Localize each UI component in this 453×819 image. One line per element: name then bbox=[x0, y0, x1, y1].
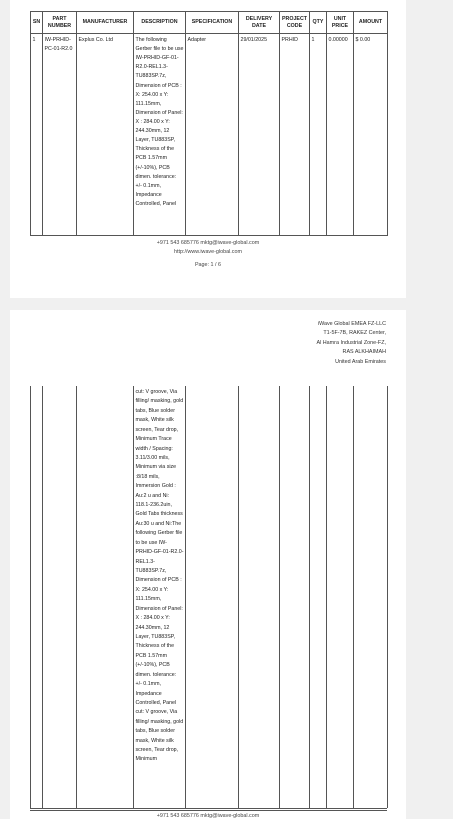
footer-contact: +971 543 685776 mktg@iwave-global.com bbox=[156, 240, 260, 246]
cell-sn: 1 bbox=[31, 34, 43, 236]
header-project-code: PROJECT CODE bbox=[280, 12, 310, 34]
cell-description: The following Gerber file to be use IW-PRHID-GF-01-R2.0-REL1.3-TU883SP.7z, Dimension of PCB : X: 254.00 x Y: 111.15mm, Dimension of Panel: X : 284.00 x Y: 244.30mm, 12 Layer, TU883SP, Thickness of the PCB 1.57mm (+/-10%), PCB dimen. tolerance: +/- 0.1mm, Impedance Controlled, Panel bbox=[134, 34, 186, 236]
header-amount: AMOUNT bbox=[354, 12, 388, 34]
line-items-table bbox=[30, 11, 388, 236]
cell-qty: 1 bbox=[310, 34, 327, 236]
footer-contact-2: +971 543 685776 mktg@iwave-global.com bbox=[156, 813, 260, 819]
table-row-continued bbox=[31, 386, 388, 808]
cell-amount-cont bbox=[354, 386, 388, 808]
footer-website[interactable]: http://www.iwave-global.com bbox=[173, 249, 242, 256]
page-footer bbox=[10, 239, 406, 271]
cell-amount: $ 0.00 bbox=[354, 34, 388, 236]
header-qty: QTY bbox=[310, 12, 327, 34]
cell-delivery-date: 29/01/2025 bbox=[239, 34, 280, 236]
line-items-table-continued bbox=[30, 386, 388, 808]
invoice-page-1 bbox=[10, 0, 406, 298]
address-line-1: iWave Global EMEA FZ-LLC bbox=[317, 321, 386, 327]
header-manufacturer: MANUFACTURER bbox=[77, 12, 134, 34]
header-unit-price: UNIT PRICE bbox=[327, 12, 354, 34]
header-part-number: PART NUMBER bbox=[43, 12, 77, 34]
table-row bbox=[31, 34, 388, 236]
header-sn: SN bbox=[31, 12, 43, 34]
table-header-row bbox=[31, 12, 388, 34]
cell-qty-cont bbox=[310, 386, 327, 808]
cell-unit-price: 0.00000 bbox=[327, 34, 354, 236]
header-specification: SPECIFICATION bbox=[186, 12, 239, 34]
address-line-5: United Arab Emirates bbox=[335, 358, 386, 365]
address-line-3: Al Hamra Industrial Zone-FZ, bbox=[316, 339, 386, 346]
cell-unit-price-cont bbox=[327, 386, 354, 808]
cell-description-cont: cut: V groove, Via filling/ masking, gold tabs, Blue solder mask, White silk screen, Tear drop, Minimum Trace width / Spacing: 3.11/3.00 mils, Minimum via size :8/18 mils, Immersion Gold : Au:2 u and Ni: 118.1-236.2uin, Gold Tabs thickness Au:30 u and Ni:The following Gerber file to be use IW-PRHID-GF-01-R2.0-REL1.3-TU883SP.7z, Dimension of PCB : X: 254.00 x Y: 111.15mm, Dimension of Panel: X : 284.00 x Y: 244.30mm, 12 Layer, TU883SP, Thickness of the PCB 1.57mm (+/-10%), PCB dimen. tolerance: +/- 0.1mm, Impedance Controlled, Panel cut: V groove, Via filling/ masking, gold tabs, Blue solder mask, White silk screen, Tear drop, Minimum bbox=[134, 386, 186, 808]
company-address bbox=[317, 320, 387, 367]
cell-manufacturer-cont bbox=[77, 386, 134, 808]
page-footer-2 bbox=[10, 812, 406, 819]
address-line-4: RAS ALKHAIMAH bbox=[342, 349, 386, 356]
cell-project-code: PRHID bbox=[280, 34, 310, 236]
cell-delivery-date-cont bbox=[239, 386, 280, 808]
header-delivery-date: DELIVERY DATE bbox=[239, 12, 280, 34]
footer-page-number: Page: 1 / 6 bbox=[194, 262, 222, 269]
invoice-page-2 bbox=[10, 310, 406, 819]
cell-part-number: IW-PRHID-PC-01-R2.0 bbox=[43, 34, 77, 236]
cell-project-code-cont bbox=[280, 386, 310, 808]
header-description: DESCRIPTION bbox=[134, 12, 186, 34]
table-bottom-border bbox=[30, 808, 387, 811]
address-line-2: T1-5F-7B, RAKEZ Center, bbox=[323, 330, 386, 337]
cell-part-number-cont bbox=[43, 386, 77, 808]
cell-sn-cont bbox=[31, 386, 43, 808]
cell-specification: Adapter bbox=[186, 34, 239, 236]
cell-manufacturer: Explus Co. Ltd bbox=[77, 34, 134, 236]
cell-specification-cont bbox=[186, 386, 239, 808]
